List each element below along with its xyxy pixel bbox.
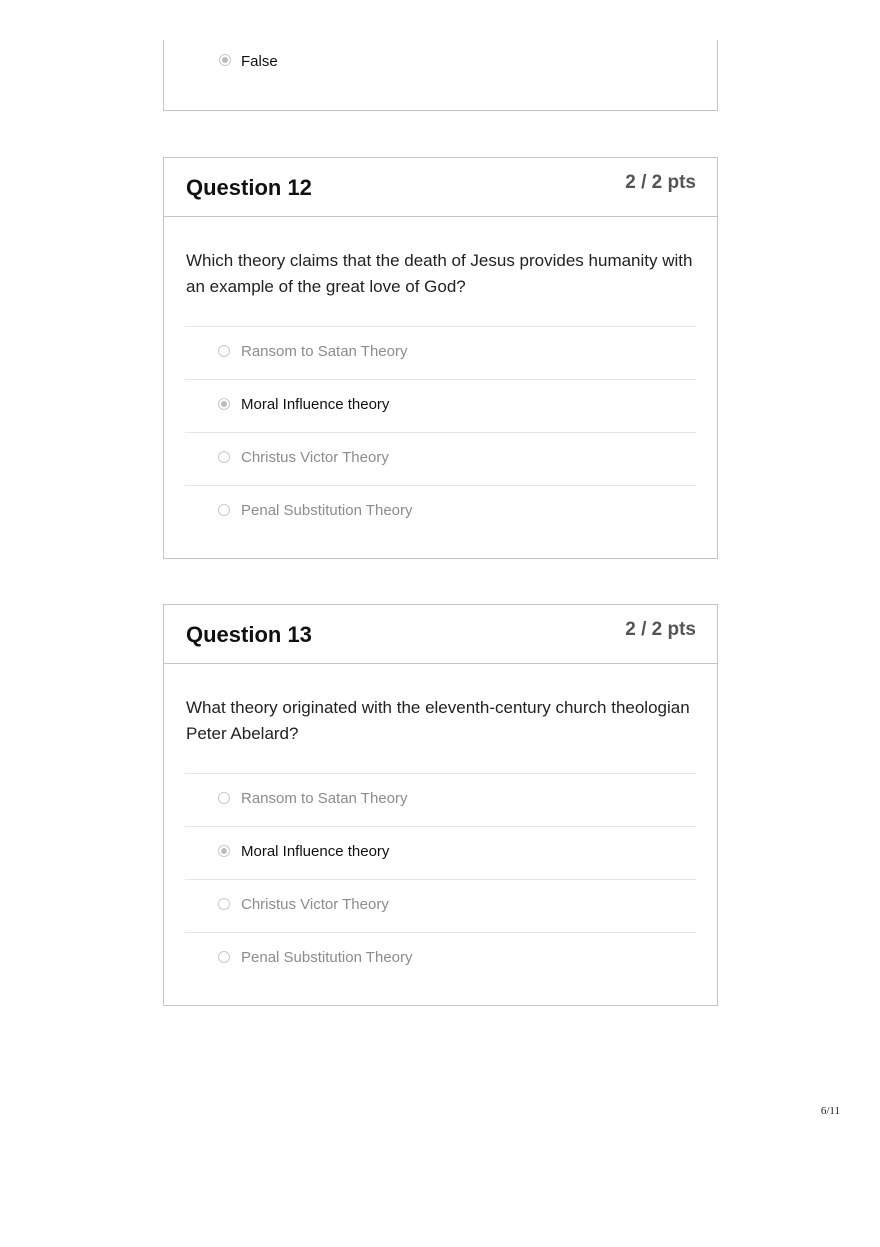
radio-icon[interactable] (218, 898, 230, 910)
answer-option[interactable] (185, 379, 696, 432)
question-card-12 (163, 157, 718, 559)
answer-option[interactable] (185, 326, 696, 379)
radio-icon[interactable] (218, 951, 230, 963)
answer-label: Penal Substitution Theory (241, 502, 413, 519)
answer-label: Ransom to Satan Theory (241, 343, 408, 360)
answer-option[interactable] (185, 826, 696, 879)
answer-label: False (241, 53, 278, 70)
answer-label: Christus Victor Theory (241, 896, 389, 913)
question-points: 2 / 2 pts (625, 172, 696, 193)
question-text: What theory originated with the eleventh-century church theologian Peter Abelard? (186, 698, 690, 743)
radio-icon[interactable] (218, 504, 230, 516)
answer-option[interactable] (185, 879, 696, 932)
answer-label: Moral Influence theory (241, 396, 390, 413)
answer-option[interactable] (185, 485, 696, 538)
radio-icon[interactable] (218, 792, 230, 804)
page-number: 6/11 (820, 1105, 840, 1117)
question-header (164, 605, 717, 664)
answer-label: Christus Victor Theory (241, 449, 389, 466)
answer-option[interactable] (185, 432, 696, 485)
radio-icon[interactable] (218, 451, 230, 463)
answer-label: Penal Substitution Theory (241, 949, 413, 966)
radio-selected-icon[interactable] (218, 845, 230, 857)
question-title: Question 13 (186, 622, 312, 647)
question-text: Which theory claims that the death of Jesus provides humanity with an example of the great love of God? (186, 251, 693, 296)
answer-option[interactable] (185, 773, 696, 826)
answer-option[interactable] (185, 932, 696, 985)
previous-question-card (163, 40, 718, 111)
radio-selected-icon[interactable] (218, 398, 230, 410)
answer-label: Ransom to Satan Theory (241, 790, 408, 807)
radio-selected-icon[interactable] (219, 54, 231, 66)
answer-list (185, 773, 696, 985)
question-header (164, 158, 717, 217)
question-title: Question 12 (186, 175, 312, 200)
answer-label: Moral Influence theory (241, 843, 390, 860)
question-card-13 (163, 604, 718, 1006)
answer-list (185, 326, 696, 538)
answer-option[interactable] (164, 40, 717, 84)
radio-icon[interactable] (218, 345, 230, 357)
question-points: 2 / 2 pts (625, 619, 696, 640)
